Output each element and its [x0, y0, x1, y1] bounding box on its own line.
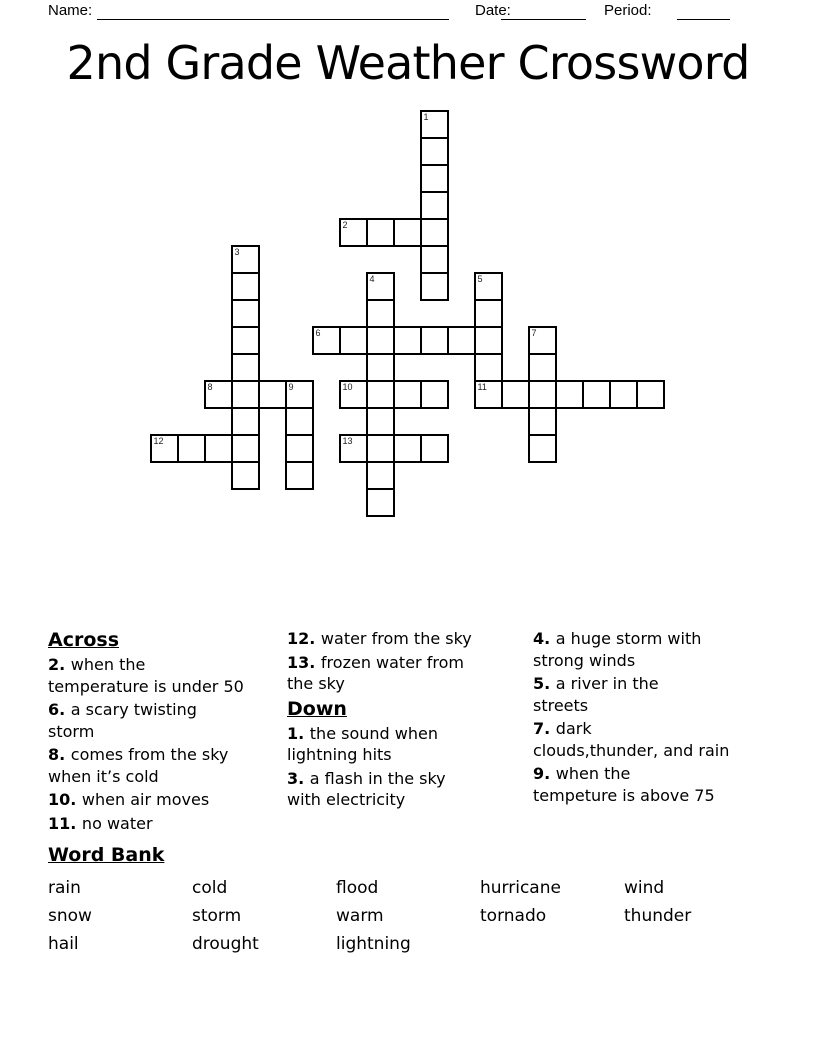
grid-cell	[231, 434, 260, 463]
grid-cell	[231, 380, 260, 409]
clue-text-line: the sky	[287, 674, 345, 693]
clue-6	[48, 699, 288, 742]
grid-cell	[582, 380, 611, 409]
clue-number-label: 7	[531, 328, 537, 338]
grid-cell	[393, 380, 422, 409]
clue-text-line: streets	[533, 695, 589, 715]
grid-cell	[366, 218, 395, 247]
grid-cell	[366, 488, 395, 517]
grid-cell	[339, 326, 368, 355]
grid-cell	[555, 380, 584, 409]
word-bank-word: drought	[192, 934, 259, 954]
grid-cell	[366, 299, 395, 328]
down-heading: Down	[287, 697, 347, 720]
clue-number-label: 9	[288, 382, 294, 392]
crossword-grid	[150, 110, 665, 517]
grid-cell	[420, 434, 449, 463]
grid-cell	[528, 434, 557, 463]
name-blank-line	[97, 3, 449, 20]
grid-cell	[474, 299, 503, 328]
grid-cell	[474, 353, 503, 382]
clue-number: 5.	[533, 674, 556, 693]
clue-2	[48, 654, 288, 697]
grid-cell	[420, 191, 449, 220]
grid-cell	[366, 461, 395, 490]
clue-number: 7.	[533, 719, 556, 738]
clue-5	[533, 673, 798, 716]
grid-cell	[609, 380, 638, 409]
clue-column-3	[533, 628, 798, 808]
clue-10	[48, 789, 288, 811]
grid-cell	[420, 326, 449, 355]
word-bank-word: rain	[48, 878, 81, 898]
clue-text-line: 6. a scary twisting	[48, 700, 197, 719]
clue-3	[287, 768, 532, 811]
grid-cell	[393, 218, 422, 247]
period-blank-line	[677, 3, 730, 20]
grid-cell	[393, 326, 422, 355]
clue-number-label: 13	[342, 436, 353, 446]
word-bank-word: hurricane	[480, 878, 561, 898]
grid-cell	[501, 380, 530, 409]
grid-cell	[285, 461, 314, 490]
word-bank-word: flood	[336, 878, 379, 898]
across-heading: Across	[48, 629, 120, 651]
clue-number: 11.	[48, 813, 82, 833]
clue-number: 1.	[287, 723, 310, 743]
clue-number-label: 12	[153, 436, 164, 446]
clue-13	[287, 652, 532, 695]
grid-cell	[474, 326, 503, 355]
clue-number: 2.	[48, 655, 71, 674]
grid-cell	[204, 434, 233, 463]
grid-cell	[420, 218, 449, 247]
clue-number-label: 10	[342, 382, 353, 392]
clue-number: 8.	[48, 745, 71, 764]
grid-cell	[366, 326, 395, 355]
grid-cell	[420, 272, 449, 301]
word-bank-word: hail	[48, 934, 79, 954]
clue-number: 12.	[287, 629, 321, 648]
grid-cell	[528, 353, 557, 382]
grid-cell	[447, 326, 476, 355]
clue-text-line: with electricity	[287, 790, 406, 809]
word-bank-word: warm	[336, 906, 384, 926]
clue-number: 4.	[533, 629, 556, 648]
clue-text-line: storm	[48, 721, 95, 741]
clue-number: 6.	[48, 700, 71, 719]
grid-cell	[231, 461, 260, 490]
clue-text-line: clouds,thunder, and rain	[533, 740, 730, 760]
clue-text-line: tempeture is above 75	[533, 785, 715, 805]
word-bank-section	[48, 843, 788, 973]
grid-cell	[636, 380, 665, 409]
clue-7	[533, 718, 798, 761]
clue-number-label: 1	[423, 112, 429, 122]
grid-cell	[366, 407, 395, 436]
grid-cell	[366, 434, 395, 463]
clue-number-label: 4	[369, 274, 375, 284]
clue-text-line: 9. when the	[533, 764, 631, 783]
page-title: 2nd Grade Weather Crossword	[66, 36, 750, 90]
clue-11	[48, 813, 288, 835]
clue-number-label: 3	[234, 247, 240, 257]
clue-text-line: when it’s cold	[48, 766, 159, 786]
grid-cell	[420, 245, 449, 274]
word-bank-word: thunder	[624, 906, 692, 926]
clue-column-1	[48, 628, 288, 836]
clue-number-label: 8	[207, 382, 213, 392]
clue-text-line: 8. comes from the sky	[48, 745, 229, 764]
clue-1	[287, 723, 532, 766]
word-bank-word: lightning	[336, 934, 411, 954]
clue-number-label: 2	[342, 220, 348, 230]
word-bank-word: snow	[48, 906, 92, 926]
date-blank-line	[501, 3, 586, 20]
clue-text-line: strong winds	[533, 650, 636, 670]
clue-text-line: 11. no water	[48, 813, 153, 833]
grid-cell	[285, 407, 314, 436]
clue-column-2	[287, 628, 532, 813]
clue-text-line: 4. a huge storm with	[533, 629, 702, 648]
word-bank-word: cold	[192, 878, 228, 898]
clue-number-label: 6	[315, 328, 321, 338]
grid-cell	[528, 407, 557, 436]
date-label: Date:	[475, 2, 511, 19]
grid-cell	[258, 380, 287, 409]
grid-cell	[231, 272, 260, 301]
clue-text-line: 1. the sound when	[287, 723, 438, 743]
clue-12	[287, 628, 532, 650]
word-bank-heading: Word Bank	[48, 844, 165, 866]
name-label: Name:	[48, 2, 93, 19]
clue-number: 9.	[533, 764, 556, 783]
clue-number: 10.	[48, 790, 82, 809]
clue-number-label: 11	[477, 382, 487, 392]
grid-cell	[231, 326, 260, 355]
clue-4	[533, 628, 798, 671]
clue-9	[533, 763, 798, 806]
grid-cell	[420, 137, 449, 166]
clue-text-line: 12. water from the sky	[287, 629, 472, 648]
clue-8	[48, 744, 288, 787]
grid-cell	[366, 380, 395, 409]
grid-cell	[366, 353, 395, 382]
grid-cell	[231, 407, 260, 436]
grid-cell	[420, 380, 449, 409]
word-bank-word: tornado	[480, 906, 547, 926]
grid-cell	[285, 434, 314, 463]
grid-cell	[528, 380, 557, 409]
clue-number: 13.	[287, 652, 321, 672]
clue-text-line: lightning hits	[287, 745, 392, 764]
grid-cell	[420, 164, 449, 193]
grid-cell	[177, 434, 206, 463]
word-bank-word: storm	[192, 906, 242, 926]
clue-text-line: temperature is under 50	[48, 676, 244, 696]
clue-text-line: 5. a river in the	[533, 674, 659, 693]
clue-text-line: 2. when the	[48, 655, 146, 674]
grid-cell	[231, 353, 260, 382]
clue-number-label: 5	[477, 274, 483, 284]
word-bank-word: wind	[624, 878, 665, 898]
grid-cell	[393, 434, 422, 463]
clue-number: 3.	[287, 768, 310, 788]
clue-text-line: 10. when air moves	[48, 790, 210, 809]
clue-text-line: 13. frozen water from	[287, 652, 464, 672]
period-label: Period:	[604, 2, 652, 19]
clue-text-line: 7. dark	[533, 719, 592, 738]
grid-cell	[231, 299, 260, 328]
clue-text-line: 3. a flash in the sky	[287, 768, 446, 788]
